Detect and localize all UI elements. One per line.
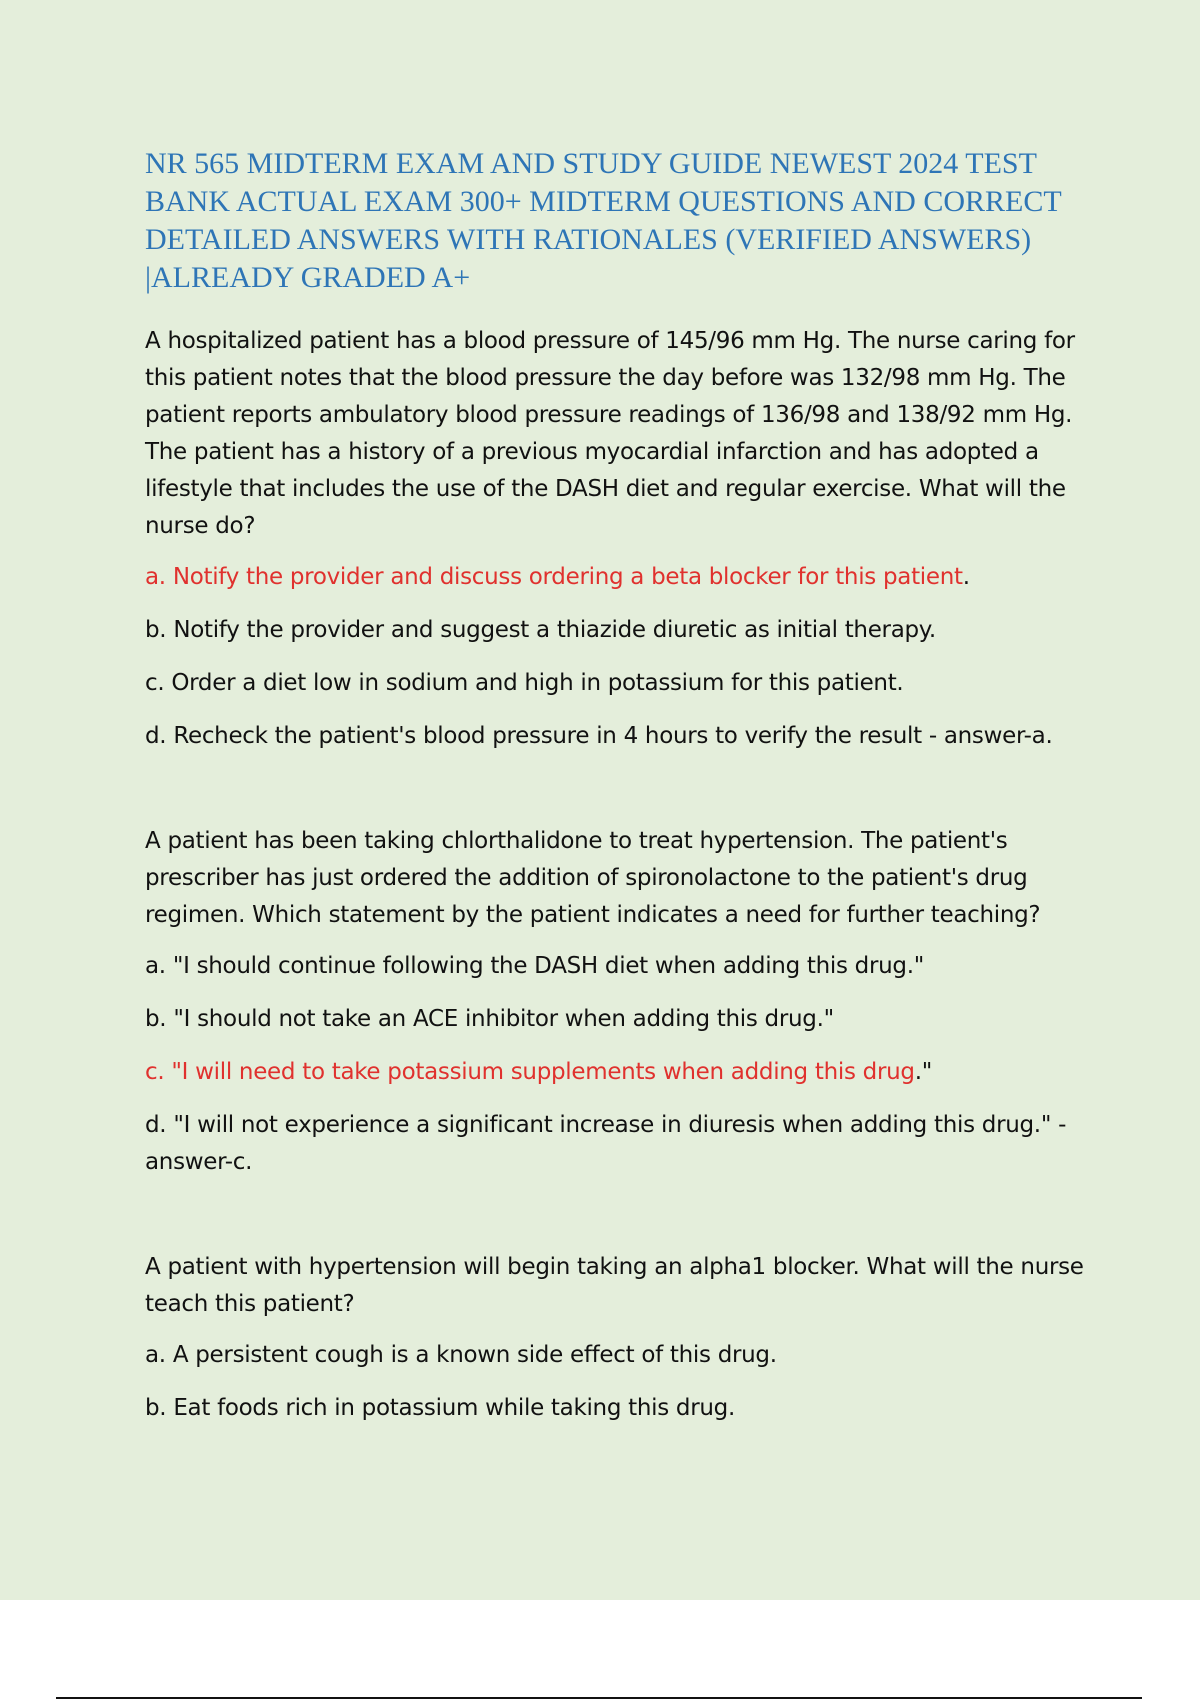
answer-option-d — [145, 1107, 1085, 1181]
answer-option-b — [145, 1390, 1085, 1427]
question-stem: A hospitalized patient has a blood pressure of 145/96 mm Hg. The nurse caring for this patient notes that the blood pressure the day before was 132/98 mm Hg. The patient reports ambulatory blood pressure readings of 136/98 and 138/92 mm Hg. The patient has a history of a previous myocardial infarction and has adopted a lifestyle that includes the use of the DASH diet and regular exercise. What will the nurse do? — [145, 328, 1075, 539]
question-spacer — [145, 771, 1085, 823]
answer-option-text: a. "I should continue following the DASH diet when adding this drug." — [145, 953, 925, 979]
answer-option-b — [145, 612, 1085, 649]
answer-option-text: b. "I should not take an ACE inhibitor when adding this drug." — [145, 1006, 834, 1032]
answer-option-a — [145, 948, 1085, 985]
question-stem: A patient has been taking chlorthalidone to treat hypertension. The patient's prescriber has just ordered the addition of spironolactone to the patient's drug regimen. Which statement by the patient indicates a need for further teaching? — [145, 828, 1041, 928]
answer-option-text: d. "I will not experience a significant increase in diuresis when adding this drug." - answer-c. — [145, 1112, 1067, 1175]
answer-option-c — [145, 1054, 1085, 1091]
answer-option-b — [145, 1001, 1085, 1038]
document-title: NR 565 MIDTERM EXAM AND STUDY GUIDE NEWEST 2024 TEST BANK ACTUAL EXAM 300+ MIDTERM QUESTIONS AND CORRECT DETAILED ANSWERS WITH RATIONALES (VERIFIED ANSWERS) |ALREADY GRADED A+ — [145, 147, 1062, 294]
answer-option-text: c. Order a diet low in sodium and high in potassium for this patient. — [145, 670, 904, 696]
page-content — [145, 145, 1085, 1443]
footer-divider — [56, 1697, 1142, 1699]
answer-option-c — [145, 665, 1085, 702]
question-1 — [145, 323, 1085, 755]
answer-option-tail: ." — [914, 1059, 932, 1085]
answer-option-d — [145, 718, 1085, 755]
answer-option-text: a. Notify the provider and discuss ordering a beta blocker for this patient — [145, 564, 963, 590]
answer-option-text: a. A persistent cough is a known side effect of this drug. — [145, 1342, 777, 1368]
answer-option-text: c. "I will need to take potassium supplements when adding this drug — [145, 1059, 915, 1085]
answer-option-text: d. Recheck the patient's blood pressure in 4 hours to verify the result - answer-a. — [145, 723, 1053, 749]
question-3 — [145, 1249, 1085, 1427]
question-2 — [145, 823, 1085, 1181]
answer-option-text: b. Eat foods rich in potassium while taking this drug. — [145, 1395, 735, 1421]
answer-option-text: b. Notify the provider and suggest a thiazide diuretic as initial therapy. — [145, 617, 936, 643]
answer-option-a — [145, 1337, 1085, 1374]
question-spacer — [145, 1197, 1085, 1249]
question-stem: A patient with hypertension will begin taking an alpha1 blocker. What will the nurse teach this patient? — [145, 1254, 1084, 1317]
answer-option-a — [145, 559, 1085, 596]
answer-option-tail: . — [962, 564, 970, 590]
